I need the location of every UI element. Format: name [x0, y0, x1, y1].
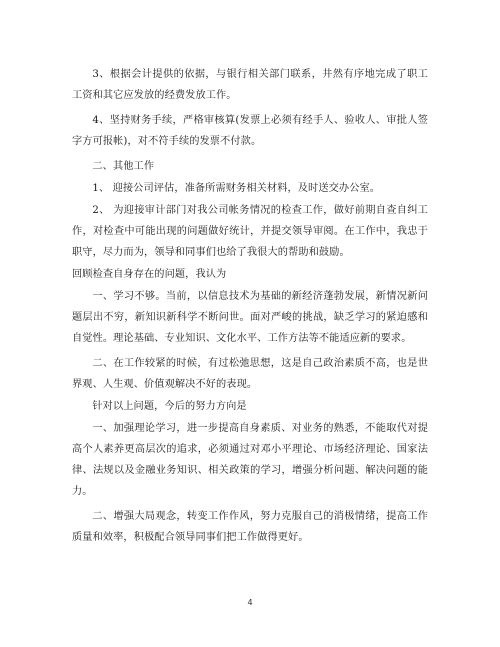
paragraph-company-evaluation: 1、 迎接公司评估，准备所需财务相关材料，及时送交办公室。: [92, 183, 381, 194]
section-heading-other-work: 二、其他工作: [92, 161, 155, 172]
paragraph-self-review-intro: 回顾检查自身存在的问题，我认为: [72, 269, 227, 280]
paragraph-strengthen-theory: 一、加强理论学习，进一步提高自身素质、对业务的熟悉，不能取代对提高个人素养更高层次的追求，必须通过对邓小平理论、市场经济理论、国家法律、法规以及金融业务知识、相关政策的学习，增强分析问题、解决问题的能力。: [72, 423, 428, 497]
paragraph-overall-view: 二、增强大局观念，转变工作作风，努力克服自己的消极情绪，提高工作质量和效率，积极配合领导同事们把工作做得更好。: [72, 511, 428, 543]
paragraph-relaxed-thinking: 二、在工作较紧的时候，有过松弛思想，这是自己政治素质不高，也是世界观、人生观、价值观解决不好的表现。: [72, 358, 428, 390]
document-body: [72, 64, 428, 548]
paragraph-invoice-audit: 4、坚持财务手续，严格审核算(发票上必须有经手人、验收人、审批人签字方可报帐)，对不符手续的发票不付款。: [72, 115, 428, 147]
paragraph-payroll: 3、根据会计提供的依据，与银行相关部门联系，井然有序地完成了职工工资和其它应发放的经费发放工作。: [72, 69, 428, 101]
paragraph-insufficient-learning: 一、学习不够。当前，以信息技术为基础的新经济蓬勃发展，新情况新问题层出不穷，新知识新科学不断问世。面对严峻的挑战，缺乏学习的紧迫感和自觉性。理论基础、专业知识、文化水平、工作方法等不能适应新的要求。: [72, 291, 428, 344]
page-number: 4: [247, 598, 253, 607]
paragraph-future-direction-intro: 针对以上问题，今后的努力方向是: [92, 401, 247, 412]
paragraph-audit-preparation: 2、 为迎接审计部门对我公司帐务情况的检查工作，做好前期自查自纠工作，对检查中可能出现的问题做好统计，并提交领导审阅。在工作中，我忠于职守，尽力而为，领导和同事们也给了我很大的帮助和鼓励。: [72, 205, 428, 258]
